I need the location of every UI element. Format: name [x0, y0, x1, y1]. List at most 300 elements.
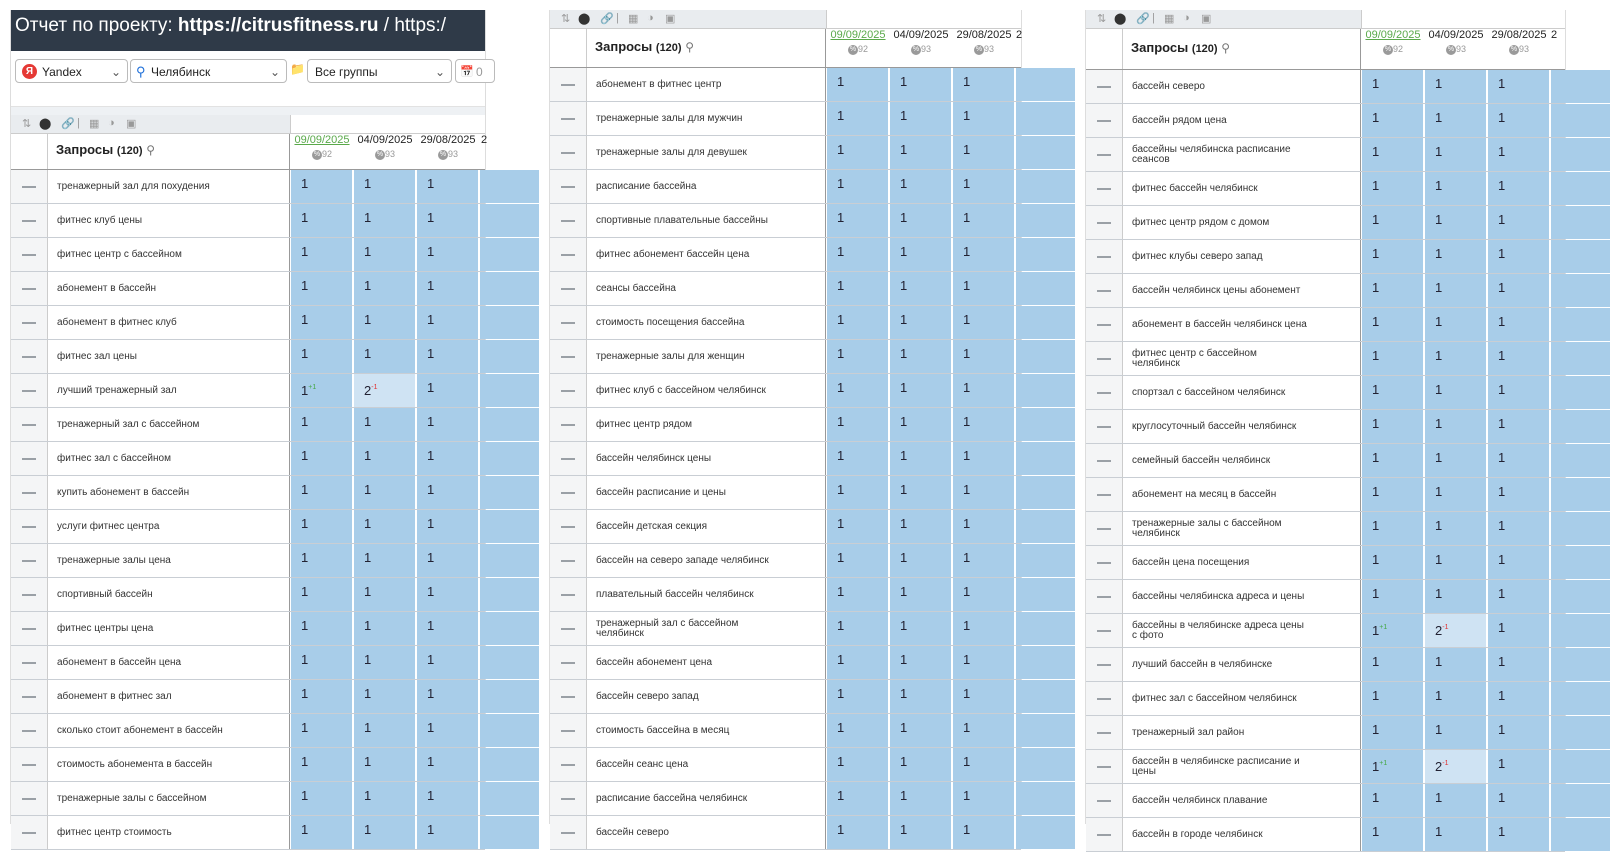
toggle-icon[interactable]: ⬤	[1114, 13, 1127, 25]
date-column-3[interactable]	[417, 133, 479, 169]
position-value: 1	[963, 822, 971, 837]
table-row[interactable]	[550, 714, 1021, 748]
minus-icon	[1097, 528, 1111, 530]
table-row[interactable]	[550, 170, 1021, 204]
table-row[interactable]	[1086, 614, 1565, 648]
row-handle[interactable]	[1086, 580, 1123, 613]
calculator-icon[interactable]: ▦	[89, 118, 100, 130]
row-handle[interactable]	[11, 816, 48, 849]
queries-header[interactable]	[587, 29, 826, 67]
position-cell-cut	[1551, 342, 1611, 375]
row-handle[interactable]	[550, 272, 587, 305]
row-handle[interactable]	[550, 782, 587, 815]
row-handle[interactable]	[550, 680, 587, 713]
table-row[interactable]	[1086, 104, 1565, 138]
row-handle[interactable]	[1086, 410, 1123, 443]
search-icon[interactable]: ⚲	[1221, 41, 1231, 55]
position-value: 1	[837, 108, 845, 123]
row-handle[interactable]	[550, 204, 587, 237]
export-icon[interactable]: ▣	[126, 118, 137, 130]
query-text: стоимость посещения бассейна	[596, 316, 745, 328]
row-handle[interactable]	[11, 748, 48, 781]
position-value: 1	[963, 788, 971, 803]
table-row[interactable]	[11, 374, 485, 408]
row-handle[interactable]	[1086, 206, 1123, 239]
table-row[interactable]	[550, 816, 1021, 850]
table-row[interactable]	[1086, 580, 1565, 614]
position-value: 1	[963, 550, 971, 565]
row-handle[interactable]	[550, 646, 587, 679]
position-value: 1	[1372, 76, 1380, 91]
queries-header[interactable]	[48, 134, 290, 169]
row-handle[interactable]	[1086, 750, 1123, 783]
table-row[interactable]	[1086, 70, 1565, 104]
position-value: 1	[837, 652, 845, 667]
position-cell	[354, 578, 416, 611]
report-panel-1	[10, 10, 488, 838]
row-handle[interactable]	[550, 306, 587, 339]
calculator-icon[interactable]: ▦	[628, 13, 639, 25]
table-row[interactable]	[550, 340, 1021, 374]
row-handle[interactable]	[11, 646, 48, 679]
query-cell	[587, 340, 826, 373]
position-cell	[827, 476, 889, 509]
query-text: абонемент в бассейн	[57, 282, 157, 294]
table-row[interactable]	[11, 272, 485, 306]
position-cell	[417, 306, 479, 339]
contrast-icon[interactable]: ◑	[1183, 12, 1190, 24]
position-cell	[291, 204, 353, 237]
export-icon[interactable]: ▣	[1201, 13, 1212, 25]
position-value: 1	[364, 482, 372, 497]
position-value: 1	[427, 822, 435, 837]
position-cell	[1488, 274, 1550, 307]
position-value: 1	[900, 176, 908, 191]
row-handle[interactable]	[1086, 342, 1123, 375]
row-handle[interactable]	[550, 374, 587, 407]
position-value: 1	[1498, 314, 1506, 329]
report-title-suffix: / https:/	[383, 15, 447, 36]
position-cell	[1362, 444, 1424, 477]
table-row[interactable]	[11, 612, 485, 646]
position-cell	[354, 510, 416, 543]
table-row[interactable]	[550, 408, 1021, 442]
table-row[interactable]	[550, 544, 1021, 578]
row-handle[interactable]	[11, 544, 48, 577]
sort-icon[interactable]: ⇅	[1097, 13, 1107, 25]
table-row[interactable]	[1086, 376, 1565, 410]
position-cell	[827, 646, 889, 679]
table-row[interactable]	[1086, 512, 1565, 546]
groups-select[interactable]	[307, 59, 452, 83]
position-value: 1	[900, 74, 908, 89]
position-cell	[354, 170, 416, 203]
position-cell-cut	[1016, 408, 1076, 441]
position-cell	[953, 782, 1015, 815]
table-row[interactable]	[550, 272, 1021, 306]
minus-icon	[22, 730, 36, 732]
table-row[interactable]	[1086, 546, 1565, 580]
export-icon[interactable]: ▣	[665, 13, 676, 25]
date-label[interactable]: 09/09/2025	[830, 29, 886, 41]
row-handle[interactable]	[11, 374, 48, 407]
row-handle[interactable]	[1086, 308, 1123, 341]
position-cell	[291, 816, 353, 849]
location-pin-icon: ⚲	[136, 64, 146, 79]
search-icon[interactable]: ⚲	[685, 40, 695, 54]
table-row[interactable]	[11, 238, 485, 272]
table-row[interactable]	[550, 680, 1021, 714]
position-cell	[291, 680, 353, 713]
minus-icon	[561, 356, 575, 358]
row-handle[interactable]	[11, 476, 48, 509]
row-handle[interactable]	[550, 136, 587, 169]
position-cell	[1362, 682, 1424, 715]
row-handle[interactable]	[1086, 784, 1123, 817]
date-range-picker[interactable]	[455, 59, 495, 83]
minus-icon	[1097, 392, 1111, 394]
calculator-icon[interactable]: ▦	[1164, 13, 1175, 25]
position-cell	[417, 816, 479, 849]
row-handle[interactable]	[550, 102, 587, 135]
table-row[interactable]	[1086, 342, 1565, 376]
date-header-top	[291, 115, 485, 134]
row-handle[interactable]	[1086, 546, 1123, 579]
position-cell	[1425, 614, 1487, 647]
row-handle[interactable]	[550, 714, 587, 747]
engine-select[interactable]	[15, 59, 128, 83]
row-handle[interactable]	[550, 442, 587, 475]
table-row[interactable]	[550, 510, 1021, 544]
query-text: лучший бассейн в челябинске	[1132, 658, 1273, 670]
queries-header[interactable]	[1123, 29, 1361, 69]
table-row[interactable]	[1086, 818, 1565, 852]
contrast-icon[interactable]: ◑	[108, 117, 115, 129]
toggle-icon[interactable]: ⬤	[39, 118, 52, 130]
row-handle[interactable]	[550, 170, 587, 203]
position-value: 1	[1435, 586, 1443, 601]
row-handle[interactable]	[11, 442, 48, 475]
position-cell-cut	[480, 646, 540, 679]
table-row[interactable]	[1086, 172, 1565, 206]
position-cell	[890, 442, 952, 475]
folder-icon: 📁	[290, 62, 305, 76]
row-handle[interactable]	[11, 714, 48, 747]
row-handle[interactable]	[11, 612, 48, 645]
table-row[interactable]	[550, 782, 1021, 816]
table-row[interactable]	[550, 238, 1021, 272]
position-value: 1	[1435, 518, 1443, 533]
date-sub: % 93	[439, 149, 458, 159]
row-handle[interactable]	[550, 510, 587, 543]
row-handle[interactable]	[550, 816, 587, 849]
position-cell	[827, 612, 889, 645]
position-value: 1	[900, 754, 908, 769]
position-cell-cut	[480, 442, 540, 475]
query-text: бассейн челябинск цены абонемент	[1132, 284, 1301, 296]
table-row[interactable]	[1086, 478, 1565, 512]
table-row[interactable]	[550, 204, 1021, 238]
position-value: 1	[1372, 586, 1380, 601]
query-cell	[587, 408, 826, 441]
position-cell	[1362, 138, 1424, 171]
table-row[interactable]	[1086, 648, 1565, 682]
position-value: 1	[963, 346, 971, 361]
position-cell	[417, 748, 479, 781]
position-cell-cut	[1551, 512, 1611, 545]
position-cell-cut	[480, 578, 540, 611]
row-handle[interactable]	[11, 170, 48, 203]
date-column-3[interactable]	[953, 28, 1015, 64]
table-row[interactable]	[11, 748, 485, 782]
row-handle[interactable]	[1086, 172, 1123, 205]
position-value: 1	[364, 278, 372, 293]
row-handle[interactable]	[1086, 274, 1123, 307]
position-value: 1	[364, 516, 372, 531]
position-delta: -1	[1442, 624, 1449, 631]
row-handle[interactable]	[1086, 512, 1123, 545]
table-row[interactable]	[11, 170, 485, 204]
position-value: 1	[364, 176, 372, 191]
row-handle[interactable]	[550, 476, 587, 509]
row-handle[interactable]	[550, 238, 587, 271]
position-cell-cut	[1551, 410, 1611, 443]
table-row[interactable]	[1086, 206, 1565, 240]
table-row[interactable]	[1086, 444, 1565, 478]
row-handle[interactable]	[1086, 478, 1123, 511]
position-cell-cut	[1016, 136, 1076, 169]
report-panel-3	[1085, 10, 1566, 840]
table-row[interactable]	[550, 102, 1021, 136]
row-handle[interactable]	[1086, 104, 1123, 137]
date-column-2[interactable]	[1425, 28, 1487, 64]
date-column-1[interactable]	[827, 28, 889, 64]
table-row[interactable]	[11, 204, 485, 238]
table-row[interactable]	[11, 544, 485, 578]
position-value: 1	[1498, 586, 1506, 601]
table-row[interactable]	[550, 442, 1021, 476]
date-label[interactable]: 09/09/2025	[1365, 29, 1421, 41]
query-cell	[1123, 172, 1361, 205]
table-row[interactable]	[11, 408, 485, 442]
position-value: 1	[1372, 518, 1380, 533]
row-handle[interactable]	[550, 748, 587, 781]
position-value: 1	[427, 516, 435, 531]
row-handle[interactable]	[1086, 70, 1123, 103]
table-row[interactable]	[11, 510, 485, 544]
toggle-icon[interactable]: ⬤	[578, 13, 591, 25]
row-handle[interactable]	[11, 272, 48, 305]
row-handle[interactable]	[1086, 682, 1123, 715]
position-cell	[1425, 274, 1487, 307]
position-cell	[890, 238, 952, 271]
row-handle[interactable]	[550, 408, 587, 441]
position-value: 1	[963, 720, 971, 735]
table-row[interactable]	[550, 748, 1021, 782]
position-value: 1	[1435, 450, 1443, 465]
position-value: 1	[364, 244, 372, 259]
position-cell	[1425, 410, 1487, 443]
query-text: фитнес зал с бассейном челябинск	[1132, 692, 1297, 704]
row-handle[interactable]	[550, 544, 587, 577]
date-label: 29/08/2025	[956, 29, 1012, 41]
query-cell	[48, 612, 290, 645]
row-handle[interactable]	[1086, 138, 1123, 171]
position-cell-cut	[1551, 784, 1611, 817]
row-handle[interactable]	[1086, 376, 1123, 409]
position-value: 1	[1372, 314, 1380, 329]
position-cell	[953, 680, 1015, 713]
query-cell	[587, 68, 826, 101]
position-cell	[291, 238, 353, 271]
position-value: 1	[427, 652, 435, 667]
row-handle[interactable]	[11, 408, 48, 441]
table-row[interactable]	[11, 816, 485, 850]
table-row[interactable]	[11, 340, 485, 374]
date-label[interactable]: 09/09/2025	[294, 134, 350, 146]
date-sub: % 93	[1510, 44, 1529, 54]
minus-icon	[22, 254, 36, 256]
table-row[interactable]	[11, 680, 485, 714]
position-cell	[890, 272, 952, 305]
position-cell-cut	[480, 544, 540, 577]
percent-icon: %	[1384, 45, 1392, 53]
row-handle[interactable]	[1086, 240, 1123, 273]
row-handle[interactable]	[1086, 818, 1123, 851]
position-cell-cut	[1016, 272, 1076, 305]
engine-select-value: Yandex	[42, 65, 82, 79]
row-handle[interactable]	[550, 68, 587, 101]
table-row[interactable]	[550, 612, 1021, 646]
position-value: 1	[427, 720, 435, 735]
table-row[interactable]	[11, 782, 485, 816]
table-row[interactable]	[550, 68, 1021, 102]
table-row[interactable]	[1086, 240, 1565, 274]
row-handle[interactable]	[1086, 614, 1123, 647]
table-row[interactable]	[1086, 716, 1565, 750]
table-row[interactable]	[11, 578, 485, 612]
table-row[interactable]	[550, 306, 1021, 340]
table-row[interactable]	[550, 136, 1021, 170]
query-rows	[550, 68, 1021, 850]
date-column-2[interactable]	[354, 133, 416, 169]
sort-icon[interactable]: ⇅	[561, 13, 571, 25]
row-handle[interactable]	[11, 510, 48, 543]
table-row[interactable]	[11, 442, 485, 476]
table-row[interactable]	[550, 646, 1021, 680]
query-cell	[587, 272, 826, 305]
contrast-icon[interactable]: ◑	[647, 12, 654, 24]
query-cell	[1123, 818, 1361, 851]
row-handle[interactable]	[550, 578, 587, 611]
minus-icon	[561, 662, 575, 664]
position-value: 1	[1498, 552, 1506, 567]
query-text: купить абонемент в бассейн	[57, 486, 190, 498]
table-row[interactable]	[1086, 410, 1565, 444]
minus-icon	[1097, 460, 1111, 462]
report-title-site[interactable]: https://citrusfitness.ru	[177, 15, 379, 36]
date-column-1[interactable]	[291, 133, 353, 169]
minus-icon	[22, 390, 36, 392]
table-row[interactable]	[11, 714, 485, 748]
table-row[interactable]	[11, 306, 485, 340]
row-handle[interactable]	[11, 578, 48, 611]
row-handle[interactable]	[11, 782, 48, 815]
minus-icon	[22, 356, 36, 358]
position-value: 1	[837, 448, 845, 463]
position-cell	[890, 68, 952, 101]
link-icon[interactable]: 🔗	[1136, 13, 1150, 25]
position-value: 1	[963, 244, 971, 259]
position-cell	[354, 340, 416, 373]
position-cell	[1488, 308, 1550, 341]
query-cell	[48, 782, 290, 815]
position-value: 1	[837, 686, 845, 701]
table-row[interactable]	[1086, 682, 1565, 716]
position-cell	[354, 544, 416, 577]
position-value: 1	[301, 550, 309, 565]
row-handle[interactable]	[11, 306, 48, 339]
position-cell-cut	[1016, 782, 1076, 815]
position-value: 1	[1435, 280, 1443, 295]
row-handle[interactable]	[550, 340, 587, 373]
position-value: 1	[963, 618, 971, 633]
table-row[interactable]	[550, 476, 1021, 510]
row-handle[interactable]	[11, 340, 48, 373]
date-column-3[interactable]	[1488, 28, 1550, 64]
table-row[interactable]	[1086, 138, 1565, 172]
row-handle[interactable]	[11, 238, 48, 271]
query-text: бассейн рядом цена	[1132, 114, 1227, 126]
row-handle[interactable]	[1086, 444, 1123, 477]
table-row[interactable]	[11, 646, 485, 680]
position-cell	[953, 136, 1015, 169]
position-value: 1	[364, 550, 372, 565]
link-icon[interactable]: 🔗	[600, 13, 614, 25]
row-handle[interactable]	[11, 680, 48, 713]
table-row[interactable]	[11, 476, 485, 510]
position-cell-cut	[1016, 306, 1076, 339]
table-row[interactable]	[550, 374, 1021, 408]
table-row[interactable]	[1086, 750, 1565, 784]
query-text: стоимость бассейна в месяц	[596, 724, 730, 736]
position-cell	[827, 714, 889, 747]
date-column-2[interactable]	[890, 28, 952, 64]
position-value: 1	[1372, 722, 1380, 737]
position-cell	[890, 374, 952, 407]
position-cell	[1488, 342, 1550, 375]
region-select[interactable]	[130, 59, 287, 83]
search-icon[interactable]: ⚲	[146, 143, 156, 157]
table-row[interactable]	[1086, 784, 1565, 818]
table-row[interactable]	[1086, 274, 1565, 308]
table-row[interactable]	[1086, 308, 1565, 342]
row-handle[interactable]	[11, 204, 48, 237]
sort-icon[interactable]: ⇅	[22, 118, 32, 130]
position-cell	[1425, 172, 1487, 205]
table-row[interactable]	[550, 578, 1021, 612]
row-handle[interactable]	[550, 612, 587, 645]
row-handle[interactable]	[1086, 716, 1123, 749]
query-text: бассейн северо	[1132, 80, 1205, 92]
link-icon[interactable]: 🔗	[61, 118, 75, 130]
row-handle[interactable]	[1086, 648, 1123, 681]
position-cell	[890, 612, 952, 645]
position-value: 1	[427, 788, 435, 803]
date-column-1[interactable]	[1362, 28, 1424, 64]
position-cell	[1488, 444, 1550, 477]
query-text: круглосуточный бассейн челябинск	[1132, 420, 1297, 432]
